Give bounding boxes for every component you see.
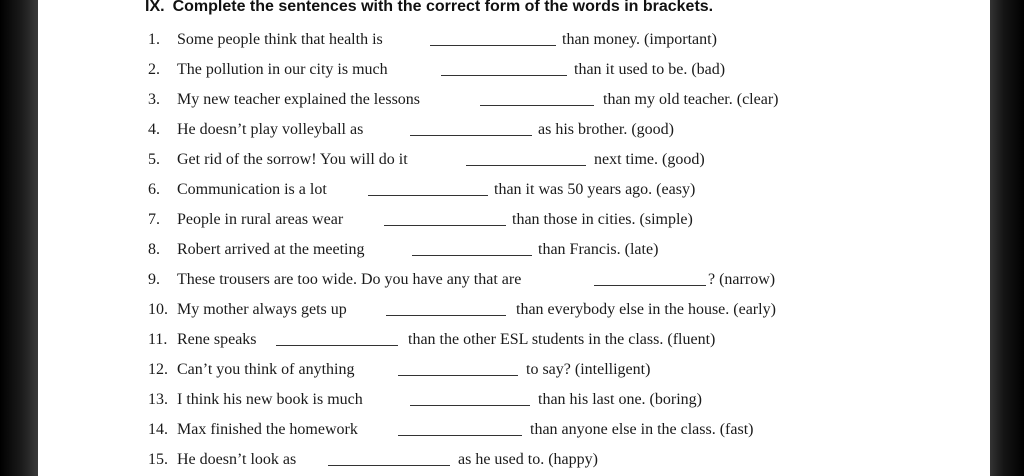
answer-blank[interactable]	[328, 448, 450, 466]
sentence-end: as he used to. (happy)	[458, 451, 598, 468]
sentence-start: Communication is a lot	[177, 181, 327, 198]
item-number: 8.	[148, 241, 160, 258]
exercise-number: IX.	[145, 0, 165, 15]
exercise-instruction: Complete the sentences with the correct form of the words in brackets.	[172, 0, 714, 15]
answer-blank[interactable]	[398, 418, 522, 436]
answer-blank[interactable]	[276, 328, 398, 346]
sentence-start: Robert arrived at the meeting	[177, 241, 365, 258]
item-number: 9.	[148, 271, 160, 288]
item-number: 14.	[148, 421, 168, 438]
sentence-start: Some people think that health is	[177, 31, 383, 48]
answer-blank[interactable]	[410, 388, 530, 406]
answer-blank[interactable]	[430, 28, 556, 46]
left-dark-border	[0, 0, 38, 476]
sentence-start: He doesn’t look as	[177, 451, 297, 468]
item-number: 6.	[148, 181, 160, 198]
sentence-end: than the other ESL students in the class. (fluent)	[408, 331, 716, 348]
answer-blank[interactable]	[398, 358, 518, 376]
sentence-end: than those in cities. (simple)	[512, 211, 693, 228]
answer-blank[interactable]	[368, 178, 488, 196]
right-dark-border	[990, 0, 1024, 476]
sentence-end: than it was 50 years ago. (easy)	[494, 181, 696, 198]
item-number: 11.	[148, 331, 168, 348]
exercise-heading	[145, 0, 713, 16]
answer-blank[interactable]	[412, 238, 532, 256]
sentence-end: next time. (good)	[594, 151, 705, 168]
item-number: 12.	[148, 361, 168, 378]
item-number: 7.	[148, 211, 160, 228]
item-number: 5.	[148, 151, 160, 168]
sentence-start: Max finished the homework	[177, 421, 358, 438]
sentence-end: than his last one. (boring)	[538, 391, 702, 408]
sentence-end: than it used to be. (bad)	[574, 61, 726, 78]
sentence-end: than anyone else in the class. (fast)	[530, 421, 754, 438]
sentence-start: These trousers are too wide. Do you have any that are	[177, 271, 522, 288]
sentence-end: than my old teacher. (clear)	[603, 91, 779, 108]
sentence-end: than everybody else in the house. (early)	[516, 301, 776, 318]
sentence-start: The pollution in our city is much	[177, 61, 388, 78]
sentence-start: He doesn’t play volleyball as	[177, 121, 364, 138]
sentence-end: than Francis. (late)	[538, 241, 659, 258]
item-number: 15.	[148, 451, 168, 468]
sentence-start: My new teacher explained the lessons	[177, 91, 421, 108]
answer-blank[interactable]	[384, 208, 506, 226]
sentence-start: I think his new book is much	[177, 391, 363, 408]
item-number: 3.	[148, 91, 160, 108]
answer-blank[interactable]	[441, 58, 567, 76]
item-number: 10.	[148, 301, 168, 318]
item-number: 13.	[148, 391, 168, 408]
worksheet-page	[38, 0, 990, 476]
answer-blank[interactable]	[466, 148, 586, 166]
answer-blank[interactable]	[386, 298, 506, 316]
sentence-start: Get rid of the sorrow! You will do it	[177, 151, 408, 168]
sentence-start: Can’t you think of anything	[177, 361, 355, 378]
answer-blank[interactable]	[410, 118, 532, 136]
sentence-end: as his brother. (good)	[538, 121, 674, 138]
sentence-end: ? (narrow)	[708, 271, 776, 288]
sentence-start: People in rural areas wear	[177, 211, 344, 228]
item-number: 2.	[148, 61, 160, 78]
answer-blank[interactable]	[480, 88, 594, 106]
sentence-end: than money. (important)	[562, 31, 717, 48]
item-number: 1.	[148, 31, 160, 48]
sentence-start: Rene speaks	[177, 331, 257, 348]
sentence-start: My mother always gets up	[177, 301, 347, 318]
answer-blank[interactable]	[594, 268, 706, 286]
sentence-end: to say? (intelligent)	[526, 361, 651, 378]
item-number: 4.	[148, 121, 160, 138]
